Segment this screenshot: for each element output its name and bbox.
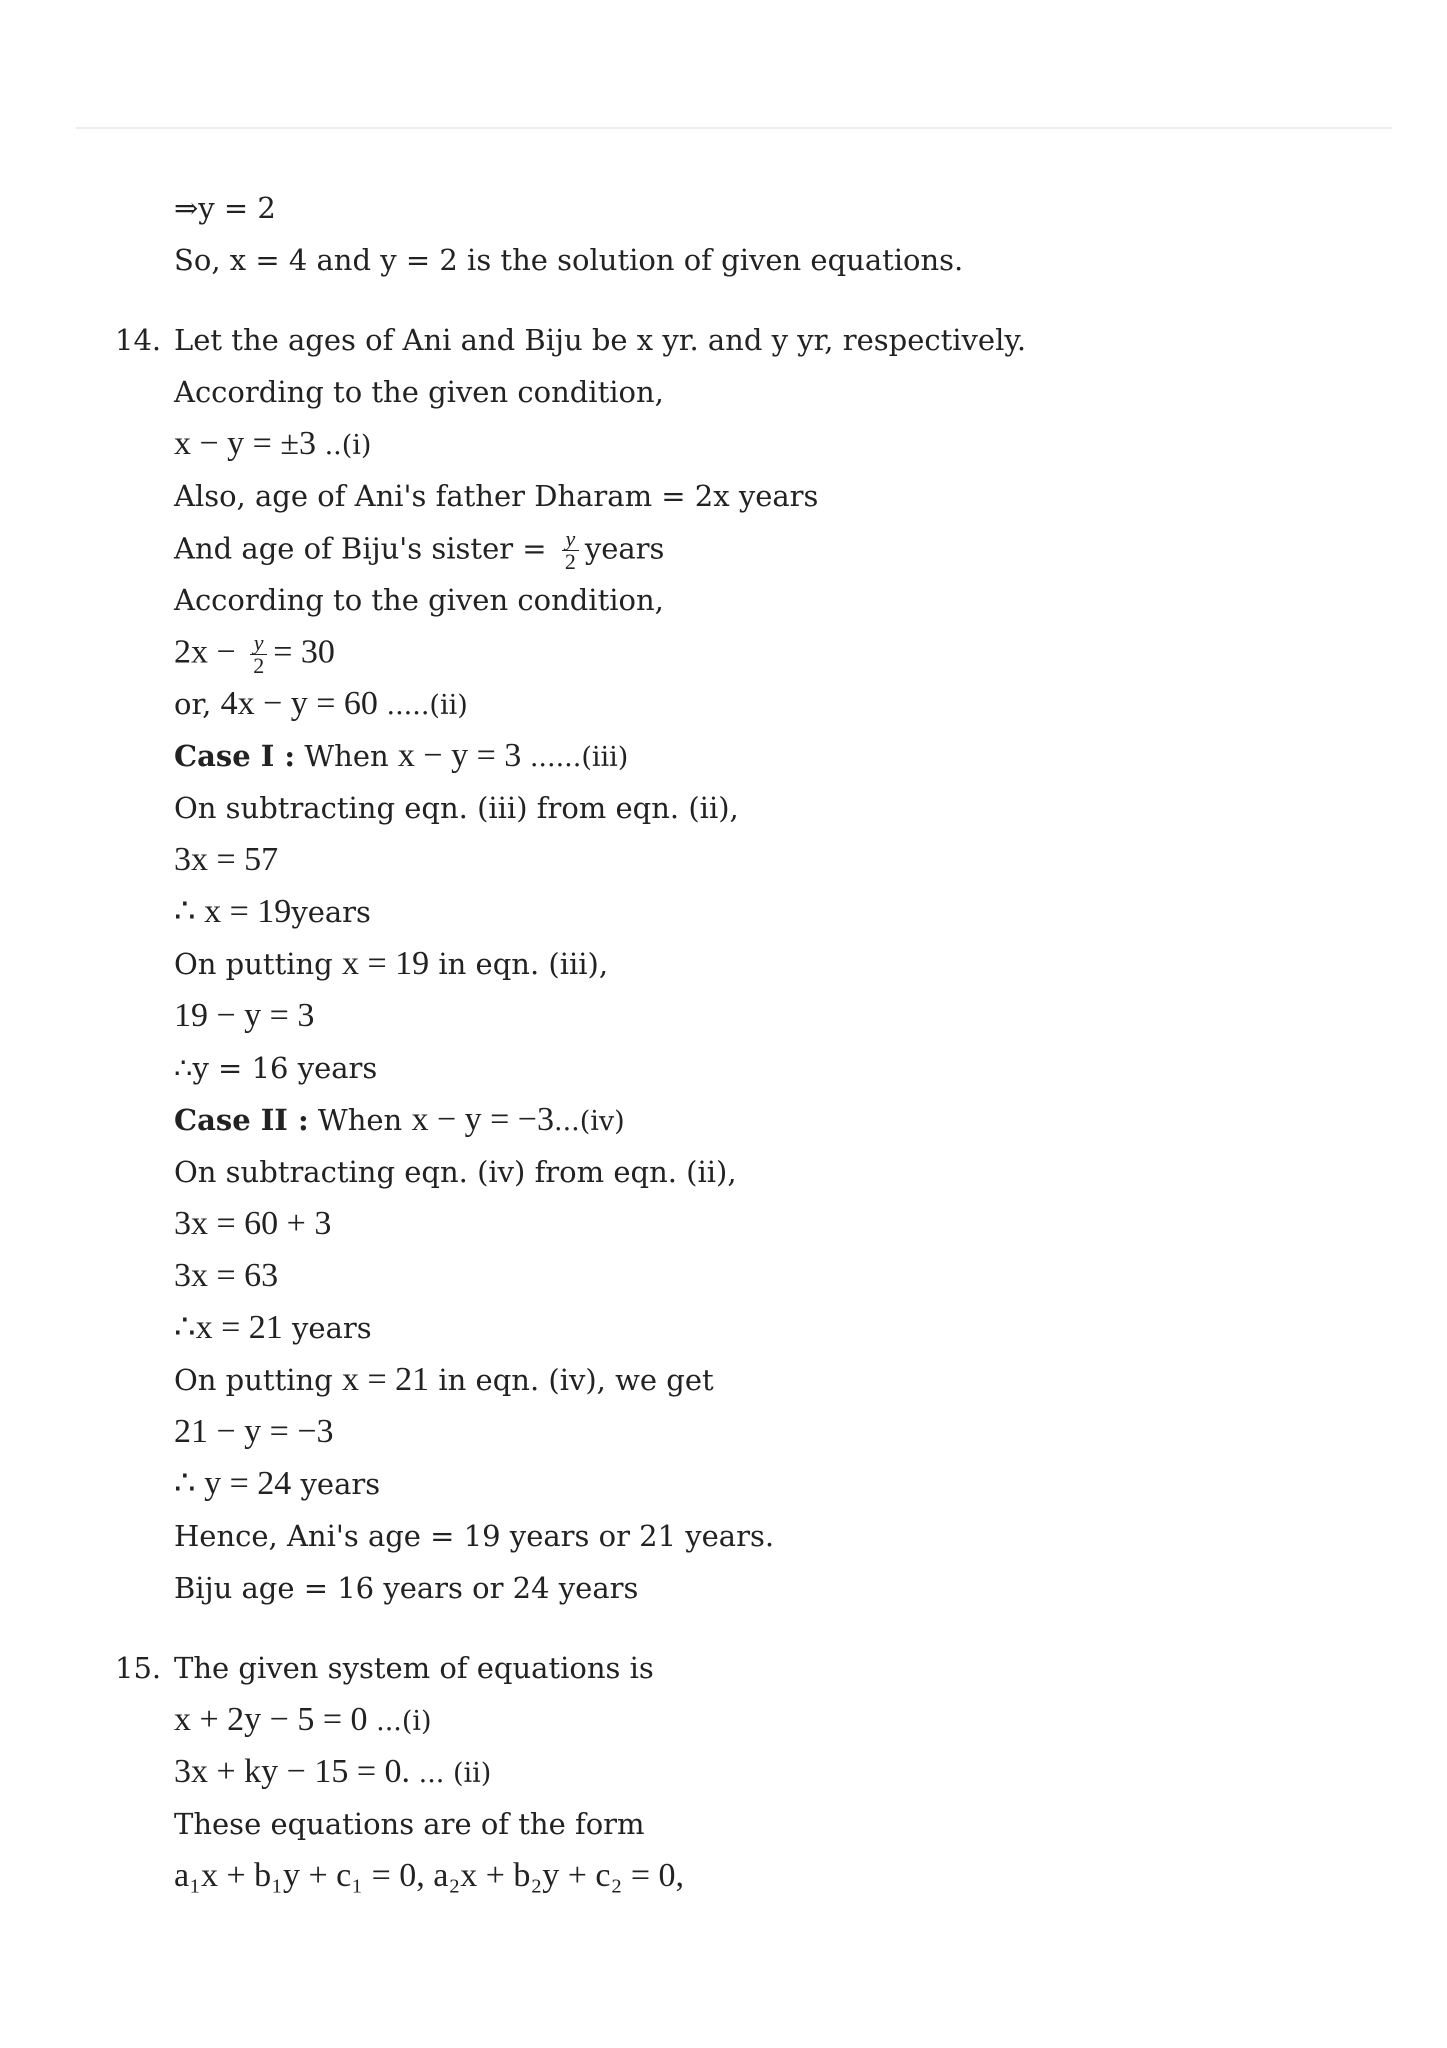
q14-father-age: Also, age of Ani's father Dharam = 2x years (174, 479, 819, 513)
y-over-2-fraction (250, 632, 267, 677)
q14-eq-i-math: x − y = ±3 (174, 425, 317, 462)
q15-eq-ii (174, 1752, 491, 1792)
q15-general-form: a₁x + b₁y + c₁ = 0, a₂x + b₂y + c₂ = 0, (174, 1857, 685, 1894)
q14-y-24 (174, 1464, 380, 1504)
q14-eq-i-tag: ..(i) (316, 430, 372, 461)
putting-19-math: x = 19 (341, 945, 430, 982)
q14-biju-age-answer: Biju age = 16 years or 24 years (174, 1571, 639, 1605)
q15-intro: The given system of equations is (174, 1651, 654, 1685)
fraction-numerator: y (250, 632, 267, 655)
q14-intro: Let the ages of Ani and Biju be x yr. and y yr, respectively. (174, 323, 1027, 357)
q14-case-1 (174, 736, 628, 776)
q14-x-19 (174, 892, 371, 932)
q14-eq-ii-math: 4x − y = 60 (220, 685, 378, 722)
q14-eq-i (174, 424, 371, 464)
putting-19-suffix: in eqn. (iii), (429, 947, 609, 981)
q15-eq-i (174, 1700, 432, 1740)
q14-sister-age-suffix: years (584, 531, 665, 566)
q14-putting-19 (174, 944, 608, 984)
q14-21-minus-y: 21 − y = −3 (174, 1413, 334, 1450)
question-15-number: 15. (115, 1651, 162, 1685)
q14-y-16: ∴y = 16 years (174, 1051, 378, 1085)
case-1-when: When (295, 739, 398, 773)
q14-subtract-2: On subtracting eqn. (iv) from eqn. (ii), (174, 1155, 737, 1189)
q14-eq-2x (174, 630, 335, 678)
q14-3x-60-plus-3: 3x = 60 + 3 (174, 1205, 332, 1242)
x-21-math: ∴x = 21 (174, 1309, 283, 1346)
fraction-numerator: y (562, 528, 579, 551)
q15-form-intro: These equations are of the form (174, 1807, 645, 1841)
q14-case-2 (174, 1100, 625, 1140)
prev-solution-line: So, x = 4 and y = 2 is the solution of given equations. (174, 243, 964, 277)
q14-ani-age-answer: Hence, Ani's age = 19 years or 21 years. (174, 1519, 775, 1553)
x-21-unit: years (282, 1311, 372, 1345)
y-24-math: ∴ y = 24 (174, 1465, 292, 1502)
q14-subtract-1: On subtracting eqn. (iii) from eqn. (ii), (174, 791, 739, 825)
q14-eq-ii (174, 684, 468, 724)
y-24-unit: years (291, 1467, 381, 1501)
q14-putting-21 (174, 1360, 714, 1400)
putting-21-math: x = 21 (341, 1361, 430, 1398)
page-top-rule (76, 127, 1392, 129)
q14-eq-ii-tag: .....(ii) (377, 690, 468, 721)
case-1-label: Case I : (174, 739, 296, 773)
q14-eq-2x-right: = 30 (273, 633, 335, 671)
question-14-number: 14. (115, 323, 162, 357)
putting-19-prefix: On putting (174, 947, 342, 981)
x-19-math: ∴ x = 19 (174, 893, 292, 930)
x-19-unit: years (291, 895, 371, 929)
case-1-eq: x − y = 3 (397, 737, 522, 774)
q14-condition-2: According to the given condition, (174, 583, 664, 617)
putting-21-prefix: On putting (174, 1363, 342, 1397)
q14-3x-57: 3x = 57 (174, 841, 279, 878)
prev-line-y-equals-2: ⇒y = 2 (174, 191, 276, 225)
putting-21-suffix: in eqn. (iv), we get (429, 1363, 714, 1397)
q14-condition-1: According to the given condition, (174, 375, 664, 409)
q14-sister-age (174, 526, 665, 574)
case-1-tag: ......(iii) (521, 742, 629, 773)
fraction-denominator: 2 (253, 653, 265, 678)
q15-eq-ii-tag: ... (ii) (410, 1758, 492, 1789)
q15-eq-ii-math: 3x + ky − 15 = 0. (174, 1753, 411, 1790)
q15-eq-i-math: x + 2y − 5 = 0 (174, 1701, 368, 1738)
fraction-denominator: 2 (564, 549, 576, 574)
q14-eq-2x-left: 2x − (174, 633, 245, 671)
q14-eq-ii-prefix: or, (174, 687, 221, 721)
q15-eq-i-tag: ...(i) (367, 1706, 432, 1737)
case-2-tag: ...(iv) (553, 1106, 625, 1137)
q14-sister-age-prefix: And age of Biju's sister = (174, 531, 556, 566)
q14-3x-63: 3x = 63 (174, 1257, 279, 1294)
case-2-label: Case II : (174, 1103, 309, 1137)
case-2-eq: x − y = −3 (411, 1101, 554, 1138)
q14-x-21 (174, 1308, 372, 1348)
y-over-2-fraction (562, 528, 579, 573)
case-2-when: When (308, 1103, 412, 1137)
q14-19-minus-y: 19 − y = 3 (174, 997, 315, 1034)
